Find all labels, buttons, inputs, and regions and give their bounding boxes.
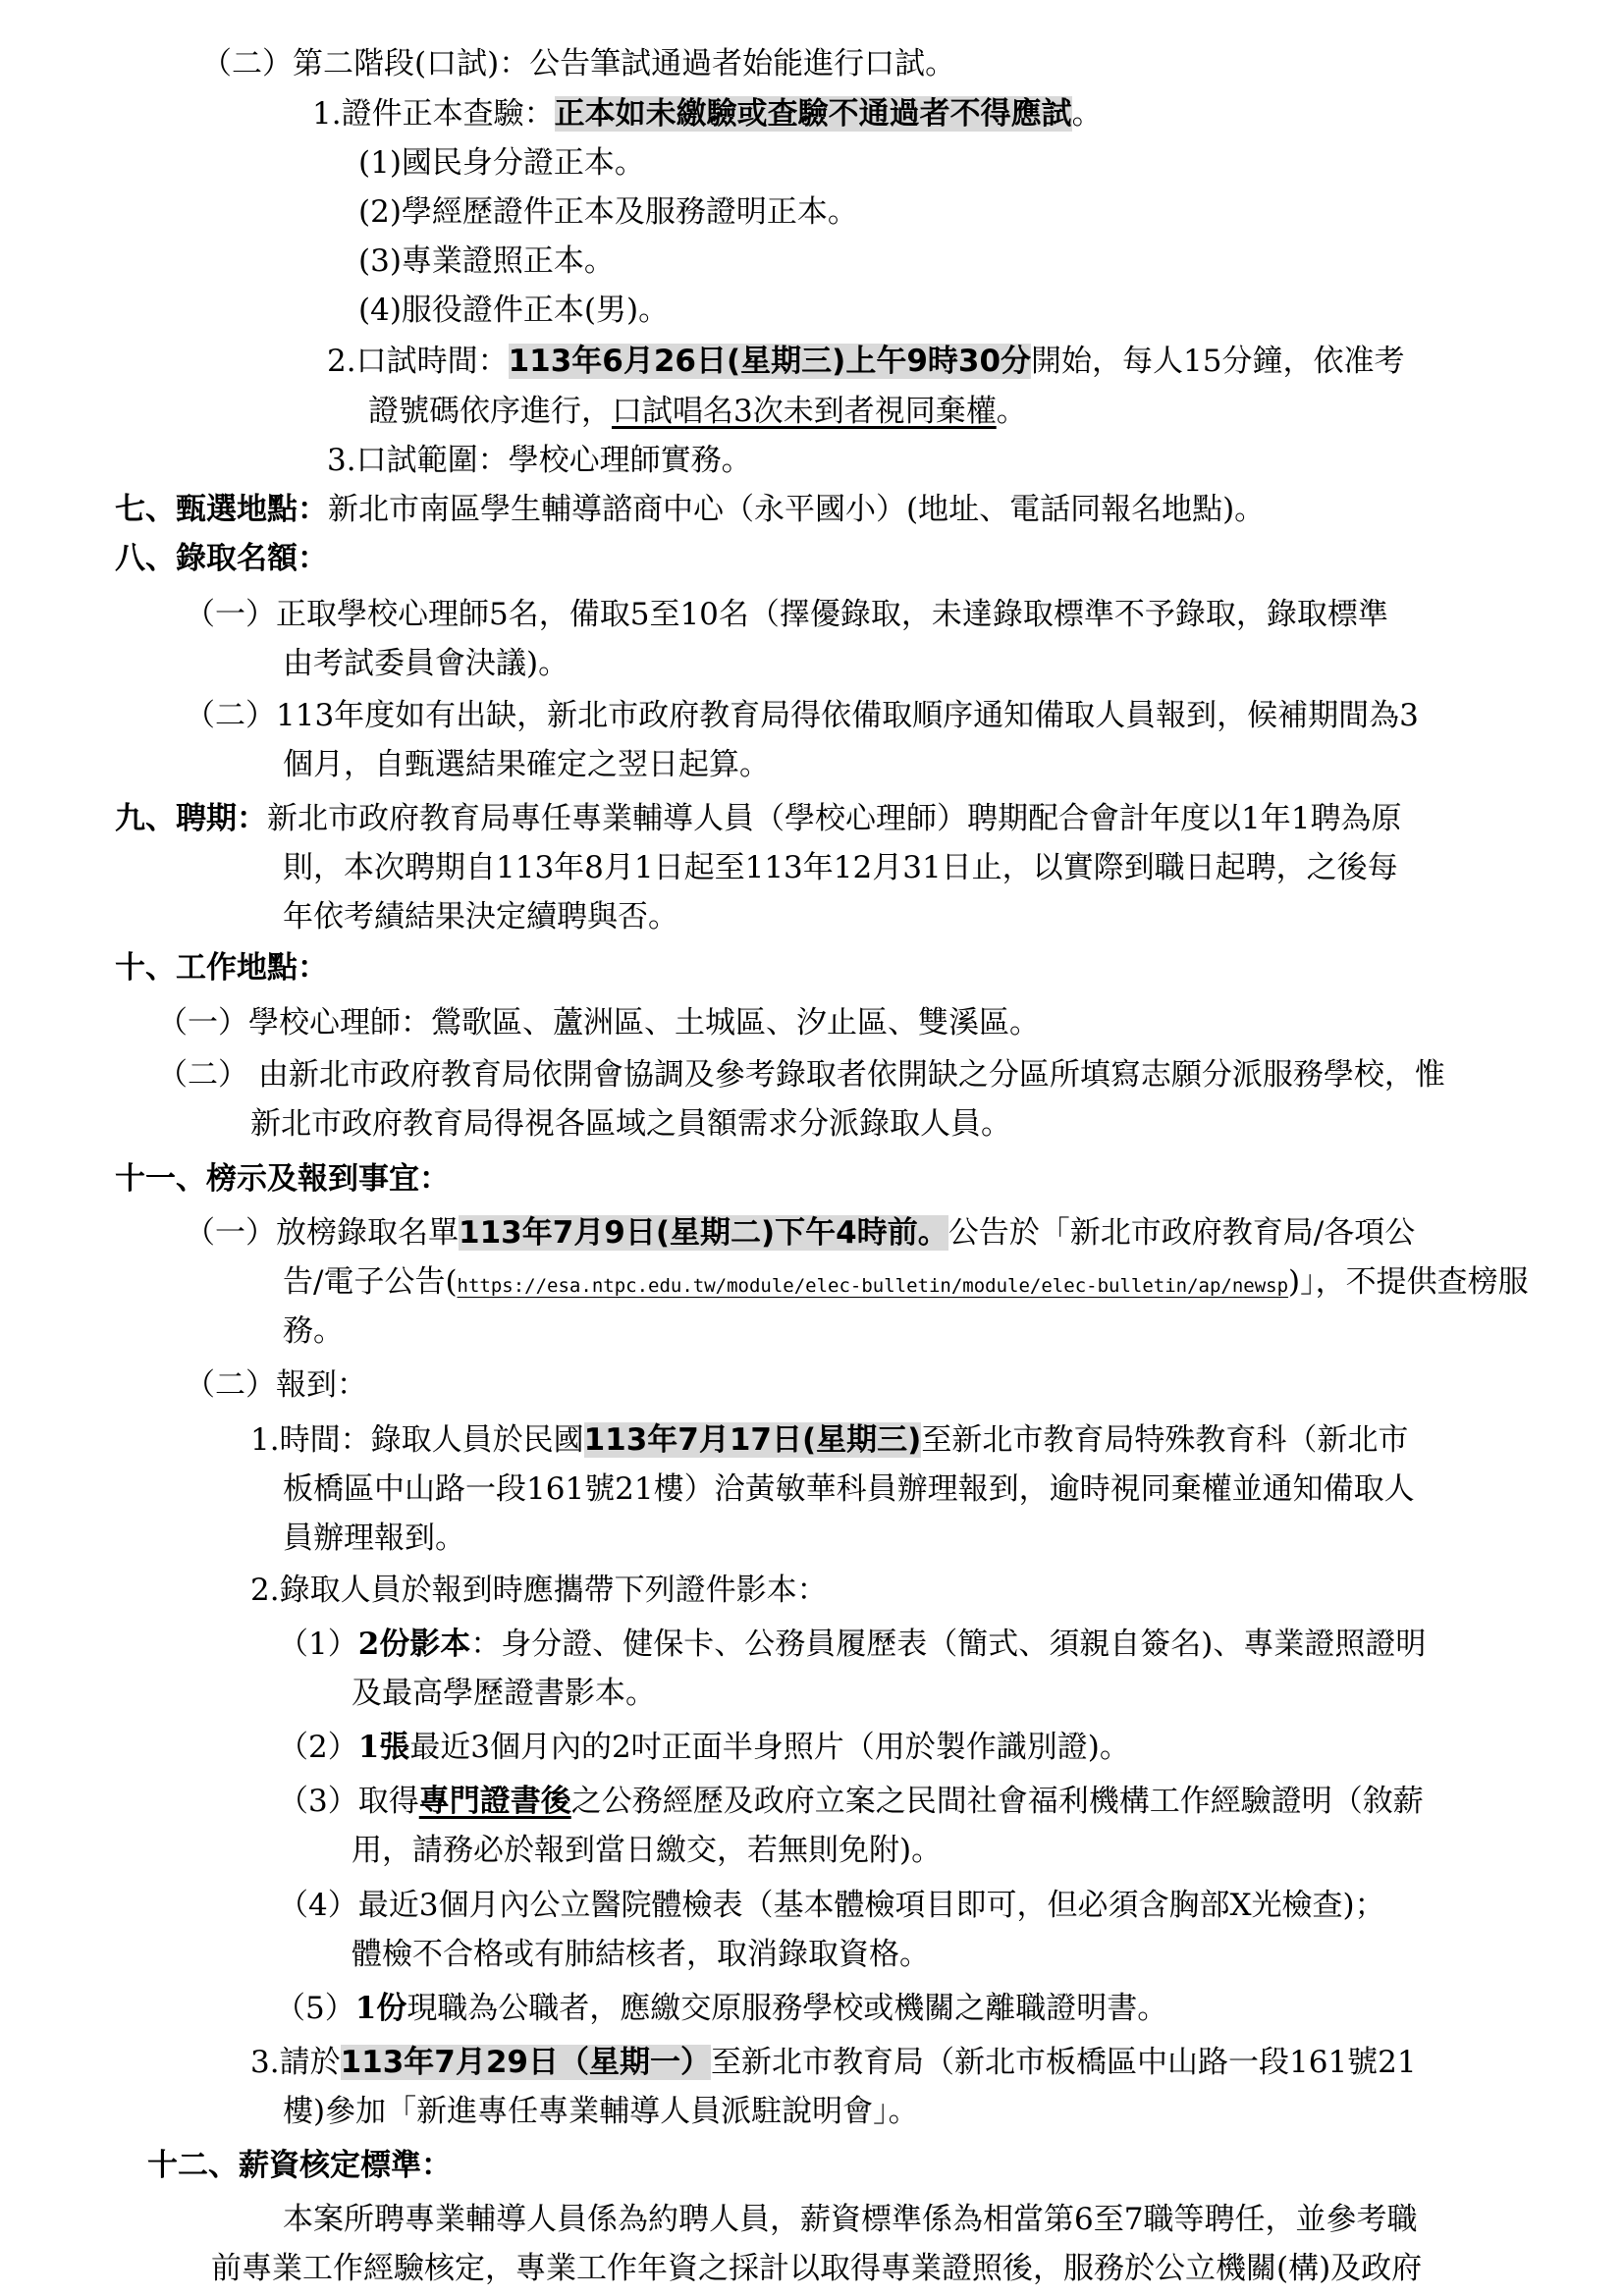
oral-time-line [327,339,1405,384]
report-time-text-3: 員辦理報到。 [283,1521,465,1556]
copies-item-1-line-1 [278,1622,1426,1667]
oral-time-line-2 [368,389,1027,434]
section-8-text-3: （二）113年度如有出缺，新北市政府教育局得依備取順序通知備取人員報到，候補期間為3 [185,698,1419,733]
bulletin-url-link[interactable]: https://esa.ntpc.edu.tw/module/elec-bulletin/module/elec-bulletin/ap/newsp [457,1275,1289,1297]
section-9-heading: 九、聘期： [115,801,267,836]
briefing-line-2 [283,2089,919,2134]
section-11-heading-line [115,1156,450,1201]
copies-item-3-num: （3）取得 [278,1784,419,1819]
copies-item-1-count: 2份影本 [357,1627,471,1662]
report-time-place: 至新北市教育局特殊教育科（新北市 [921,1422,1409,1458]
copies-item-4-line-1 [278,1883,1385,1928]
section-10-text-2: （二） 由新北市政府教育局依開會協調及參考錄取者依開缺之分區所填寫志願分派服務學校，惟 [157,1057,1445,1093]
briefing-line-1 [250,2040,1417,2085]
copies-item-1-line-2 [352,1671,656,1716]
section-10-line-3 [250,1101,1011,1147]
section-10-heading-line [115,945,328,990]
doc-item-3-text: (3)專業證照正本。 [358,243,615,279]
section-8-text-4: 個月，自甄選結果確定之翌日起算。 [283,747,770,782]
copies-item-3-emphasis: 專門證書後 [418,1784,571,1819]
copies-item-2-text: 最近3個月內的2吋正面半身照片（用於製作識別證)。 [409,1730,1130,1765]
section-7-text: 新北市南區學生輔導諮商中心（永平國小）(地址、電話同報名地點)。 [328,492,1266,527]
announce-where: 公告於「新北市政府教育局/各項公 [947,1215,1416,1251]
section-10-text-1: （一）學校心理師：鶯歌區、蘆洲區、土城區、汐止區、雙溪區。 [157,1005,1040,1041]
section-9-text-1: 新北市政府教育局專任專業輔導人員（學校心理師）聘期配合會計年度以1年1聘為原 [267,801,1402,836]
section-8-line-4 [283,742,770,787]
announce-line-2 [283,1259,1529,1308]
doc-check-end: 。 [1071,96,1103,132]
briefing-place: 至新北市教育局（新北市板橋區中山路一段161號21 [711,2045,1417,2080]
doc-check-label: 1.證件正本查驗： [312,96,555,132]
oral-time-forfeit: 口試唱名3次未到者視同棄權 [612,394,997,429]
section-7 [115,487,1265,532]
section-9-text-2: 則，本次聘期自113年8月1日起至113年12月31日止，以實際到職日起聘，之後每 [283,850,1398,885]
oral-scope-line [327,438,752,483]
briefing-text-2: 樓)參加「新進專任專業輔導人員派駐說明會」。 [283,2094,919,2129]
doc-item-3 [358,239,615,284]
copies-item-5-num: （5） [275,1991,355,2026]
section-8-heading-line [115,536,328,581]
doc-item-4 [358,288,669,333]
copies-item-3-text: 之公務經歷及政府立案之民間社會福利機構工作經驗證明（敘薪 [570,1784,1424,1819]
oral-time-rest: 開始，每人15分鐘，依准考 [1031,344,1405,379]
section-9-text-3: 年依考績結果決定續聘與否。 [283,899,678,934]
oral-time-end: 。 [996,394,1027,429]
announce-end: 務。 [283,1313,344,1349]
stage2-title: （二）第二階段(口試)：公告筆試通過者始能進行口試。 [201,46,956,81]
section-10-text-3: 新北市政府教育局得視各區域之員額需求分派錄取人員。 [250,1106,1011,1142]
announce-no-query: )」，不提供查榜服 [1288,1264,1529,1300]
copies-item-1-text: ：身分證、健保卡、公務員履歷表（簡式、須親自簽名)、專業證照證明 [470,1627,1427,1662]
briefing-date: 113年7月29日（星期一） [340,2045,711,2080]
announce-line-1 [185,1210,1415,1255]
copies-item-3-line-1 [278,1779,1424,1824]
report-time-line-3 [283,1516,465,1561]
report-heading: （二）報到： [185,1367,367,1403]
section-9-line-3 [283,894,678,939]
doc-item-2 [358,189,858,235]
copies-item-5-count: 1份 [354,1991,407,2026]
section-12-text-1: 本案所聘專業輔導人員係為約聘人員，薪資標準係為相當第6至7職等聘任，並參考職 [283,2202,1418,2237]
report-heading-line [185,1362,367,1408]
oral-scope-text: 3.口試範圍：學校心理師實務。 [327,443,752,478]
copies-heading-line [250,1568,828,1613]
section-8-text-1: （一）正取學校心理師5名，備取5至10名（擇優錄取，未達錄取標準不予錄取，錄取標準 [185,597,1388,632]
copies-item-1-num: （1） [278,1627,358,1662]
section-12-line-2 [211,2246,1422,2291]
copies-item-2-num: （2） [278,1730,358,1765]
copies-item-5-text: 現職為公職者，應繳交原服務學校或機關之離職證明書。 [406,1991,1168,2026]
copies-heading: 2.錄取人員於報到時應攜帶下列證件影本： [250,1573,828,1608]
section-8-line-3 [185,693,1419,738]
copies-item-2-count: 1張 [357,1730,410,1765]
doc-item-1 [358,140,645,186]
announce-line-3 [283,1308,344,1354]
copies-item-3-text-2: 用，請務必於報到當日繳交，若無則免附)。 [352,1833,943,1868]
section-12-line-1 [283,2197,1417,2242]
doc-check-line [312,91,1103,136]
copies-item-2-line [278,1725,1130,1770]
doc-item-2-text: (2)學經歷證件正本及服務證明正本。 [358,194,858,230]
report-time-date: 113年7月17日(星期三) [583,1422,922,1458]
announce-date: 113年7月9日(星期二)下午4時前。 [459,1215,948,1251]
section-10-line-2 [157,1052,1445,1097]
section-8-line-2 [283,641,568,686]
section-12-text-2: 前專業工作經驗核定，專業工作年資之採計以取得專業證照後，服務於公立機關(構)及政府 [211,2251,1423,2286]
section-8-heading: 八、錄取名額： [115,541,328,576]
announce-bulletin: 告/電子公告( [283,1264,458,1300]
report-time-text-2: 板橋區中山路一段161號21樓）洽黃敏華科員辦理報到，逾時視同棄權並通知備取人 [283,1471,1415,1507]
copies-item-5-line [275,1986,1167,2031]
doc-item-4-text: (4)服役證件正本(男)。 [358,293,670,328]
oral-time-date: 113年6月26日(星期三)上午9時30分 [508,344,1032,379]
section-9-line-1 [115,796,1401,841]
section-11-heading: 十一、榜示及報到事宜： [115,1161,450,1197]
doc-check-warning: 正本如未繳驗或查驗不通過者不得應試 [554,96,1072,132]
report-time-label: 1.時間：錄取人員於民國 [250,1422,584,1458]
copies-item-4-line-2 [352,1932,930,1977]
briefing-label: 3.請於 [250,2045,341,2080]
section-12-heading-line [147,2143,452,2188]
oral-time-label: 2.口試時間： [327,344,509,379]
section-7-heading: 七、甄選地點： [115,492,328,527]
doc-item-1-text: (1)國民身分證正本。 [358,145,645,181]
report-time-line-2 [283,1467,1415,1512]
section-10-heading: 十、工作地點： [115,950,328,986]
section-9-line-2 [283,845,1398,890]
copies-item-4-text: （4）最近3個月內公立醫院體檢表（基本體檢項目即可，但必須含胸部X光檢查)； [278,1888,1385,1923]
section-12-heading: 十二、薪資核定標準： [147,2148,452,2183]
copies-item-4-text-2: 體檢不合格或有肺結核者，取消錄取資格。 [352,1937,930,1972]
section-10-line-1 [157,1000,1040,1045]
oral-time-order: 證號碼依序進行， [368,394,612,429]
copies-item-1-text-2: 及最高學歷證書影本。 [352,1676,656,1711]
copies-item-3-line-2 [352,1828,942,1873]
section-stage2-line [201,41,955,86]
section-8-line-1 [185,592,1388,637]
announce-label: （一）放榜錄取名單 [185,1215,459,1251]
section-8-text-2: 由考試委員會決議)。 [283,646,569,681]
report-time-line-1 [250,1417,1408,1463]
